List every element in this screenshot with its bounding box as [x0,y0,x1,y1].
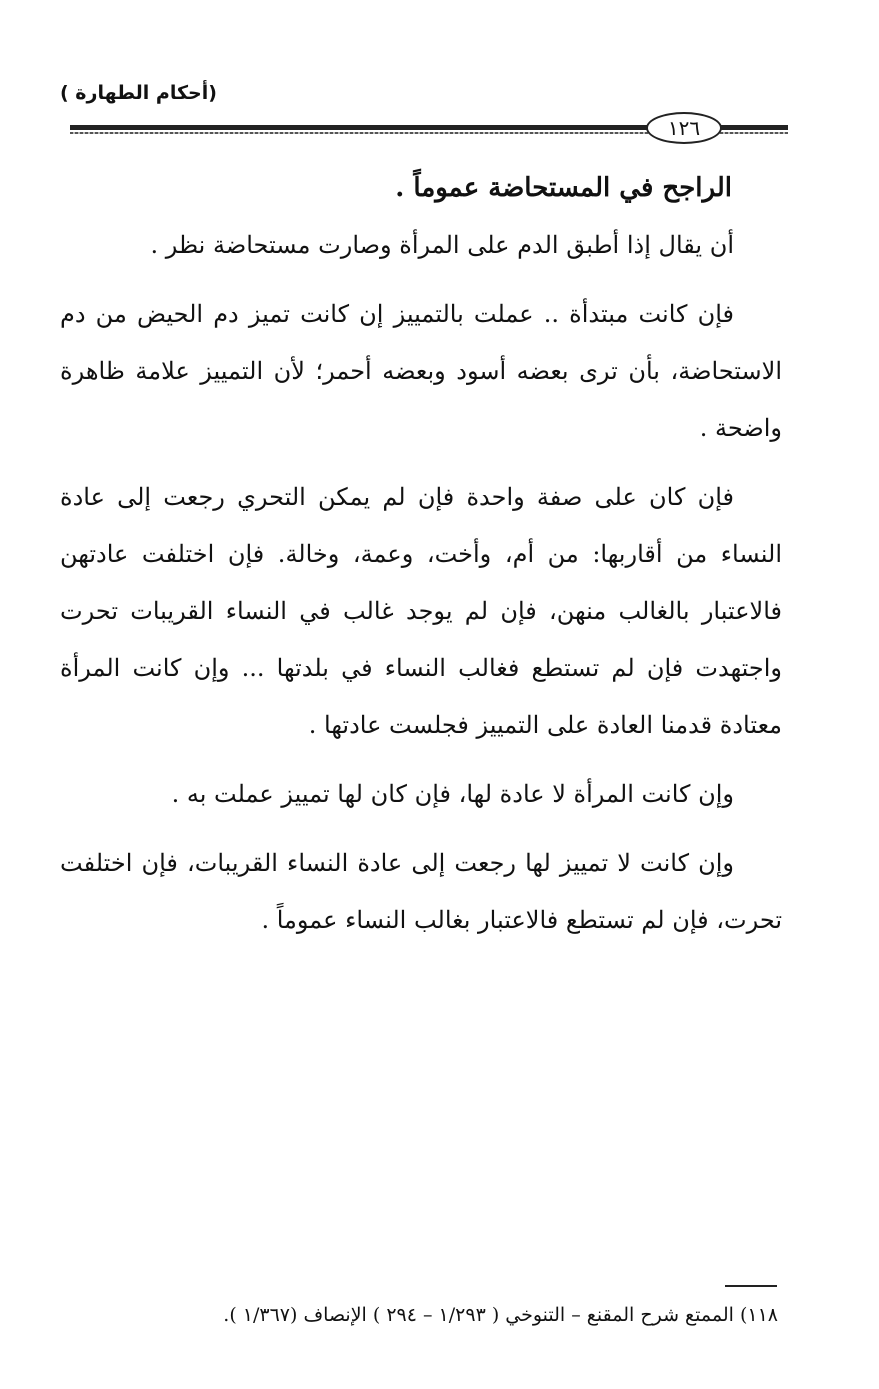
page-number: ١٢٦ [646,112,722,144]
section-heading: الراجح في المستحاضة عموماً . [395,173,732,203]
book-title: (أحكام الطهارة ) [60,82,217,104]
paragraph-4: وإن كانت المرأة لا عادة لها، فإن كان لها تمييز عملت به . [171,780,734,808]
footnote-divider [725,1285,777,1287]
header-rule [70,110,788,146]
paragraph-1: أن يقال إذا أطبق الدم على المرأة وصارت مستحاضة نظر . [150,231,734,259]
footnote: ١١٨) الممتع شرح المقنع – التنوخي ( ١/٢٩٣ – ٢٩٤ ) الإنصاف (١/٣٦٧ ). [223,1304,778,1326]
paragraph-5: وإن كانت لا تمييز لها رجعت إلى عادة النساء القريبات، فإن اختلفت تحرت، فإن لم تستطع فالاعتبار بغالب النساء عموماً . [60,849,782,934]
main-text [60,160,782,949]
paragraph-2: فإن كانت مبتدأة .. عملت بالتمييز إن كانت تميز دم الحيض من دم الاستحاضة، بأن ترى بعضه أسود وبعضه أحمر؛ لأن التمييز علامة ظاهرة واضحة . [60,300,782,442]
paragraph-3: فإن كان على صفة واحدة فإن لم يمكن التحري رجعت إلى عادة النساء من أقاربها: من أم، وأخت، وعمة، وخالة. فإن اختلفت عادتهن فالاعتبار بالغالب منهن، فإن لم يوجد غالب في النساء القريبات تحرت واجتهدت فإن لم تستطع فغالب النساء في بلدتها ... وإن كانت المرأة معتادة قدمنا العادة على التمييز فجلست عادتها . [60,483,782,739]
